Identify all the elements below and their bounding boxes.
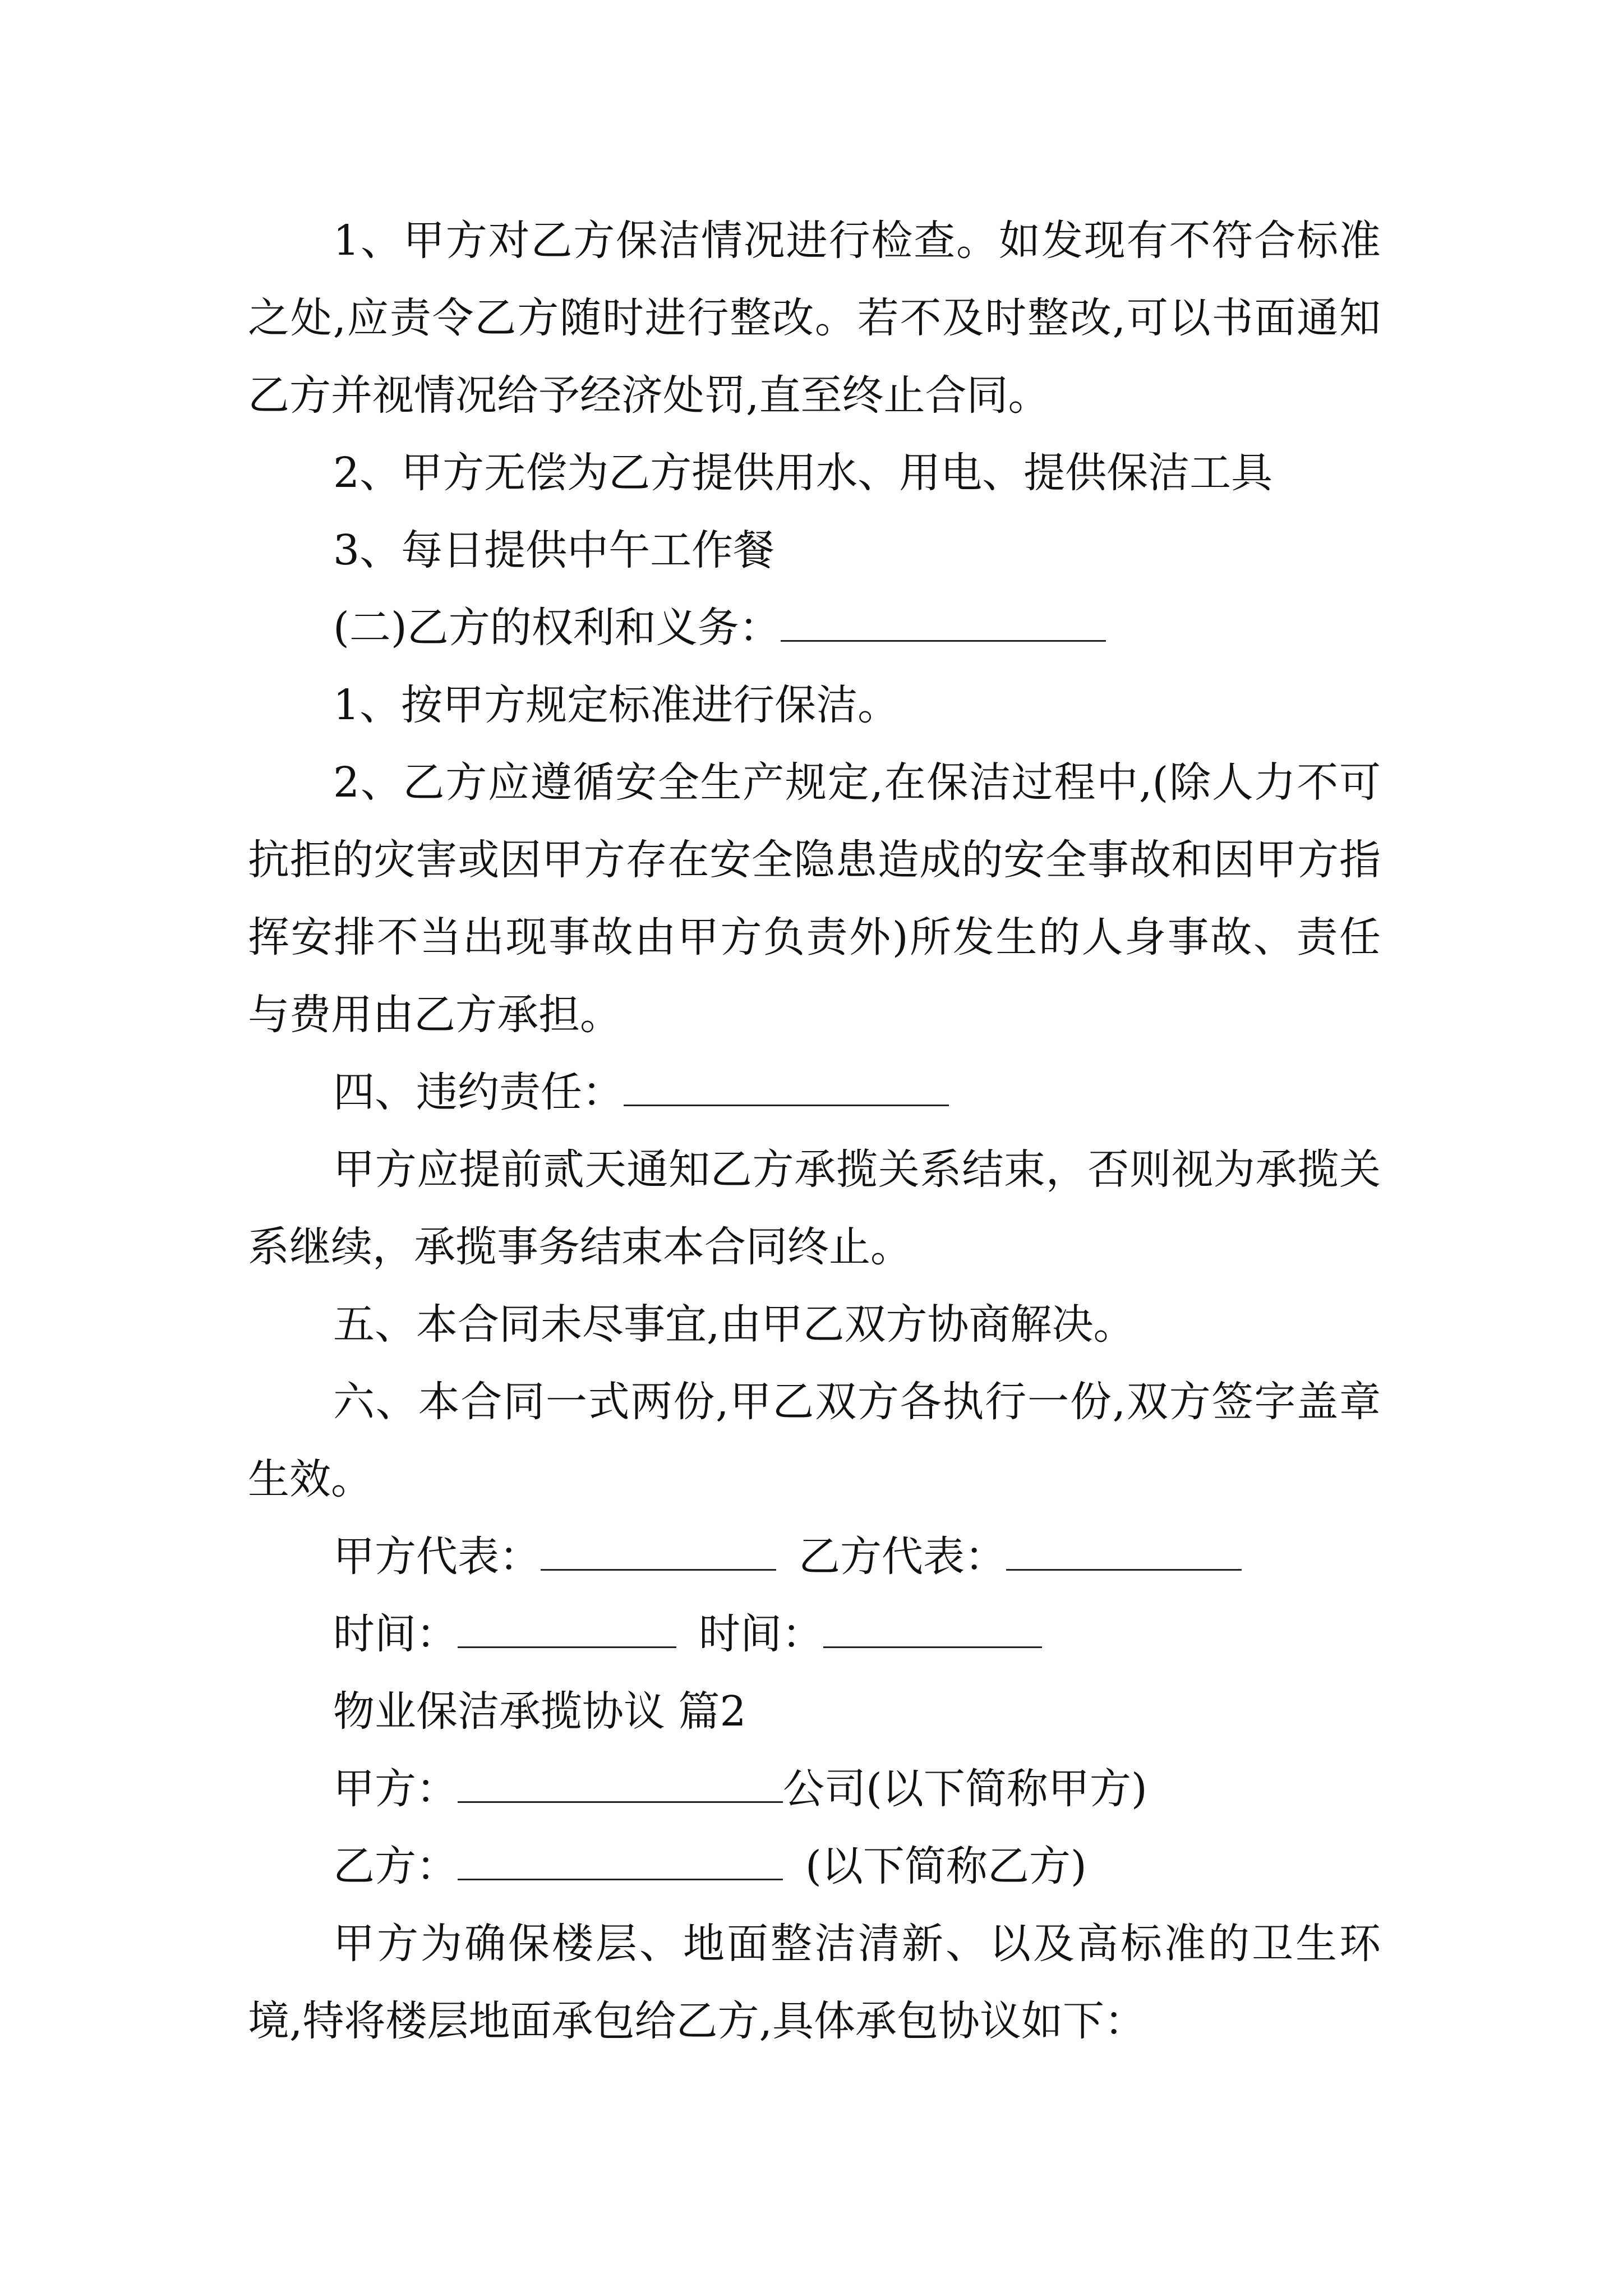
party-b-line	[248, 1828, 1381, 1905]
time-row	[248, 1595, 1381, 1673]
blank-line	[541, 1534, 776, 1571]
section-yi-rights	[248, 589, 1381, 666]
blank-line	[781, 605, 1106, 642]
sig-a-label: 甲方代表：	[333, 1533, 541, 1581]
clause-unresolved: 五、本合同未尽事宜,由甲乙双方协商解决。	[333, 1300, 1135, 1349]
document-page	[248, 202, 1381, 2060]
clause-copies: 六、本合同一式两份,甲乙双方各执行一份,双方签字盖章生效。	[248, 1378, 1381, 1503]
section-breach-label: 四、违约责任：	[333, 1068, 624, 1116]
party-b-suffix: (以下简称乙方)	[805, 1842, 1087, 1890]
section-yi-rights-label: (二)乙方的权利和义务：	[333, 604, 781, 652]
party-a-prefix: 甲方：	[333, 1765, 458, 1813]
clause-yi-safety: 2、乙方应遵循安全生产规定,在保洁过程中,(除人力不可抗拒的灾害或因甲方存在安全隐患造成的安全事故和因甲方指挥安排不当出现事故由甲方负责外)所发生的人身事故、责任与费用由乙方承担。	[248, 758, 1381, 1039]
blank-line	[458, 1766, 783, 1803]
party-b-prefix: 乙方：	[333, 1842, 458, 1890]
clause-yi-standard: 1、按甲方规定标准进行保洁。	[333, 681, 900, 729]
agreement-intro: 甲方为确保楼层、地面整洁清新、以及高标准的卫生环境,特将楼层地面承包给乙方,具体承包协议如下：	[248, 1920, 1381, 2045]
clause-jia-inspection: 1、甲方对乙方保洁情况进行检查。如发现有不符合标准之处,应责令乙方随时进行整改。若不及时整改,可以书面通知乙方并视情况给予经济处罚,直至终止合同。	[248, 217, 1381, 420]
party-a-suffix: 公司(以下简称甲方)	[783, 1765, 1147, 1813]
clause-jia-meals: 3、每日提供中午工作餐	[333, 526, 775, 574]
section-title-2: 物业保洁承揽协议 篇2	[333, 1687, 746, 1736]
blank-line	[458, 1612, 676, 1648]
section-breach	[248, 1053, 1381, 1131]
blank-line	[458, 1844, 783, 1880]
signature-row	[248, 1518, 1381, 1595]
clause-jia-utilities: 2、甲方无偿为乙方提供用水、用电、提供保洁工具	[333, 449, 1273, 497]
time-a-label: 时间：	[333, 1610, 458, 1658]
clause-notice: 甲方应提前贰天通知乙方承揽关系结束，否则视为承揽关系继续，承揽事务结束本合同终止。	[248, 1145, 1381, 1271]
sig-b-label: 乙方代表：	[799, 1533, 1006, 1581]
party-a-line	[248, 1750, 1381, 1828]
blank-line	[624, 1070, 949, 1106]
time-b-label: 时间：	[699, 1610, 823, 1658]
blank-line	[823, 1612, 1042, 1648]
blank-line	[1006, 1534, 1242, 1571]
